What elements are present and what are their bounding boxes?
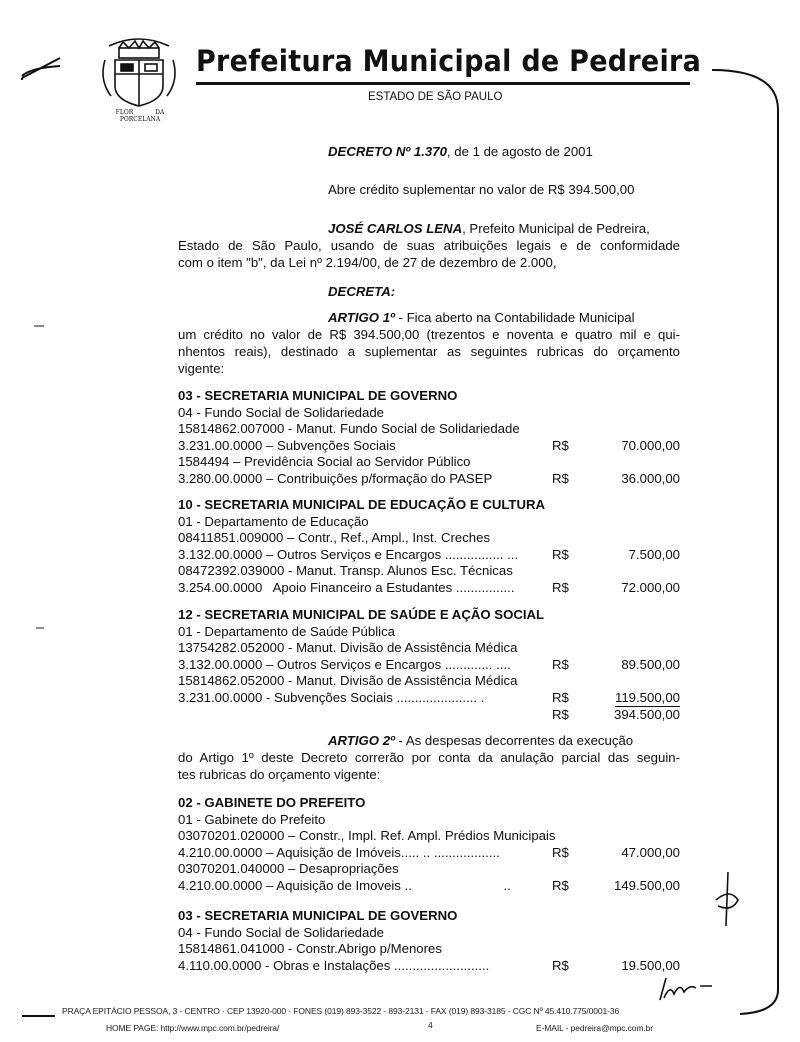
currency-label: R$	[552, 957, 569, 973]
state-subtitle: ESTADO DE SÃO PAULO	[368, 91, 503, 103]
budget-row	[178, 530, 680, 546]
article-2-line	[328, 733, 633, 749]
mayor-name: JOSÉ CARLOS LENA	[328, 221, 463, 236]
preamble-line: Estado de São Paulo, usando de suas atribuições legais e de conformidade	[178, 238, 680, 253]
budget-row-text: 4.110.00.0000 - Obras e Instalações ..........................	[178, 957, 490, 973]
budget-row-text: 3.132.00.0000 – Outros Serviços e Encargos ............. ....	[178, 656, 511, 672]
amount-value: 149.500,00	[613, 878, 680, 893]
budget-row	[178, 845, 680, 861]
budget-row-text: 08411851.009000 – Contr., Ref., Ampl., Inst. Creches	[178, 530, 491, 546]
article-1-label: ARTIGO 1º	[328, 310, 395, 325]
currency-label: R$	[552, 878, 569, 893]
currency-label: R$	[552, 471, 569, 486]
budget-row	[178, 547, 680, 563]
amount-value: 47.000,00	[621, 844, 680, 860]
budget-row	[178, 640, 680, 656]
decree-heading	[328, 144, 593, 160]
currency-label: R$	[552, 437, 569, 453]
budget-row-text: 01 - Departamento de Saúde Pública	[178, 623, 396, 639]
budget-row	[178, 421, 680, 437]
budget-row-text: 3.280.00.0000 – Contribuições p/formação do PASEP	[178, 471, 493, 486]
decree-date: , de 1 de agosto de 2001	[446, 144, 593, 159]
amount-value: 119.500,00	[614, 690, 680, 705]
budget-row-text: 01 - Departamento de Educação	[178, 513, 369, 529]
budget-row	[178, 861, 680, 877]
section-heading: 03 - SECRETARIA MUNICIPAL DE GOVERNO	[178, 908, 458, 923]
currency-label: R$	[552, 844, 569, 860]
budget-row-text: 08472392.039000 - Manut. Transp. Alunos Esc. Técnicas	[178, 563, 513, 579]
title-underline	[196, 82, 690, 85]
budget-row-text: 4.210.00.0000 – Aquisição de Imoveis .. ..	[178, 878, 511, 893]
currency-label: R$	[552, 706, 569, 722]
section-heading: 02 - GABINETE DO PREFEITO	[178, 795, 366, 810]
budget-row	[178, 580, 680, 596]
budget-row	[178, 405, 680, 421]
preamble-line: com o item "b", da Lei nº 2.194/00, de 27 de dezembro de 2.000,	[178, 255, 557, 270]
amount-value: 19.500,00	[621, 957, 680, 973]
article-1-line	[328, 310, 635, 326]
section-heading: 12 - SECRETARIA MUNICIPAL DE SAÚDE E AÇÃO SOCIAL	[178, 607, 545, 622]
decree-summary: Abre crédito suplementar no valor de R$ 394.500,00	[328, 182, 635, 197]
budget-row	[178, 958, 680, 974]
budget-row-text: 13754282.052000 - Manut. Divisão de Assistência Médica	[178, 640, 518, 656]
page-number: 4	[428, 1020, 433, 1030]
article-2-line: tes rubricas do orçamento vigente:	[178, 767, 381, 782]
signature-mark	[710, 870, 750, 930]
currency-label: R$	[552, 690, 569, 705]
budget-row-text: 3.254.00.0000 Apoio Financeiro a Estudantes ................	[178, 580, 515, 595]
section-heading: 10 - SECRETARIA MUNICIPAL DE EDUCAÇÃO E CULTURA	[178, 497, 546, 512]
total-amount: 394.500,00	[613, 706, 680, 722]
budget-row-text: 04 - Fundo Social de Solidariedade	[178, 404, 385, 420]
budget-row-text: 03070201.020000 – Constr., Impl. Ref. Ampl. Prédios Municipais	[178, 828, 556, 844]
footer-address: PRAÇA EPITÁCIO PESSOA, 3 - CENTRO · CEP 13920-000 · FONES (019) 893-3522 - 893-2131 - FAX (019) 893-3185 - CGC Nº 45.410.775/0001-36	[62, 1006, 620, 1016]
article-1-text: - Fica aberto na Contabilidade Municipal	[394, 310, 635, 325]
article-2-line: do Artigo 1º deste Decreto correrão por conta da anulação parcial das seguin-	[178, 750, 680, 765]
budget-row-text: 3.132.00.0000 – Outros Serviços e Encargos ................ ...	[178, 546, 519, 562]
budget-row-text: 15814862.052000 - Manut. Divisão de Assistência Médica	[178, 673, 518, 689]
article-1-line: nhentos reais), destinado a suplementar as seguintes rubricas do orçamento	[178, 344, 680, 359]
currency-label: R$	[552, 580, 569, 595]
budget-row-text: 03070201.040000 – Desapropriações	[178, 861, 399, 877]
budget-row-text: 3.231.00.0000 – Subvenções Sociais	[178, 437, 396, 453]
budget-row	[178, 657, 680, 673]
budget-row	[178, 878, 680, 894]
amount-value: 7.500,00	[628, 546, 680, 562]
budget-row	[178, 673, 680, 689]
budget-row	[178, 690, 680, 706]
budget-row	[178, 828, 680, 844]
preamble-line	[328, 221, 650, 237]
article-1-line: vigente:	[178, 361, 225, 376]
decree-number: DECRETO Nº 1.370	[328, 144, 447, 159]
budget-row-text: 15814861.041000 - Constr.Abrigo p/Menores	[178, 941, 442, 957]
amount-value: 89.500,00	[621, 656, 680, 672]
amount-value: 72.000,00	[621, 580, 680, 595]
section-heading: 03 - SECRETARIA MUNICIPAL DE GOVERNO	[178, 388, 458, 403]
budget-row	[178, 438, 680, 454]
currency-label: R$	[552, 656, 569, 672]
crest-motto: FLOR DA PORCELANA	[115, 109, 165, 123]
preamble-text: , Prefeito Municipal de Pedreira,	[462, 221, 650, 236]
budget-row-text: 01 - Gabinete do Prefeito	[178, 811, 326, 827]
budget-row	[178, 925, 680, 941]
budget-row-text: 4.210.00.0000 – Aquisição de Imóveis..... .. ..................	[178, 844, 500, 860]
page-title: Prefeitura Municipal de Pedreira	[196, 44, 702, 78]
amount-value: 36.000,00	[621, 471, 680, 486]
article-2-label: ARTIGO 2º	[328, 733, 395, 748]
budget-row	[178, 514, 680, 530]
budget-row-text: 15814862.007000 - Manut. Fundo Social de Solidariedade	[178, 421, 520, 437]
decreta-heading: DECRETA:	[328, 284, 396, 299]
budget-row	[178, 454, 680, 470]
footer-homepage[interactable]: HOME PAGE: http://www.mpc.com.br/pedreira/	[106, 1023, 280, 1033]
budget-row	[178, 563, 680, 579]
article-2-text: - As despesas decorrentes da execução	[394, 733, 634, 748]
budget-row-text: 1584494 – Previdência Social ao Servidor Público	[178, 454, 471, 470]
initials-mark	[656, 974, 716, 1004]
footer-email[interactable]: E-MAIL - pedreira@mpc.com.br	[536, 1023, 653, 1033]
budget-row-text: 3.231.00.0000 - Subvenções Sociais ...................... .	[178, 690, 485, 705]
amount-value: 70.000,00	[621, 437, 680, 453]
municipal-crest-logo	[97, 30, 181, 110]
budget-row-text: 04 - Fundo Social de Solidariedade	[178, 924, 385, 940]
currency-label: R$	[552, 546, 569, 562]
budget-row	[178, 624, 680, 640]
budget-row	[178, 471, 680, 487]
article-1-line: um crédito no valor de R$ 394.500,00 (trezentos e noventa e quatro mil e qui-	[178, 327, 680, 342]
budget-row	[178, 812, 680, 828]
budget-row	[178, 941, 680, 957]
